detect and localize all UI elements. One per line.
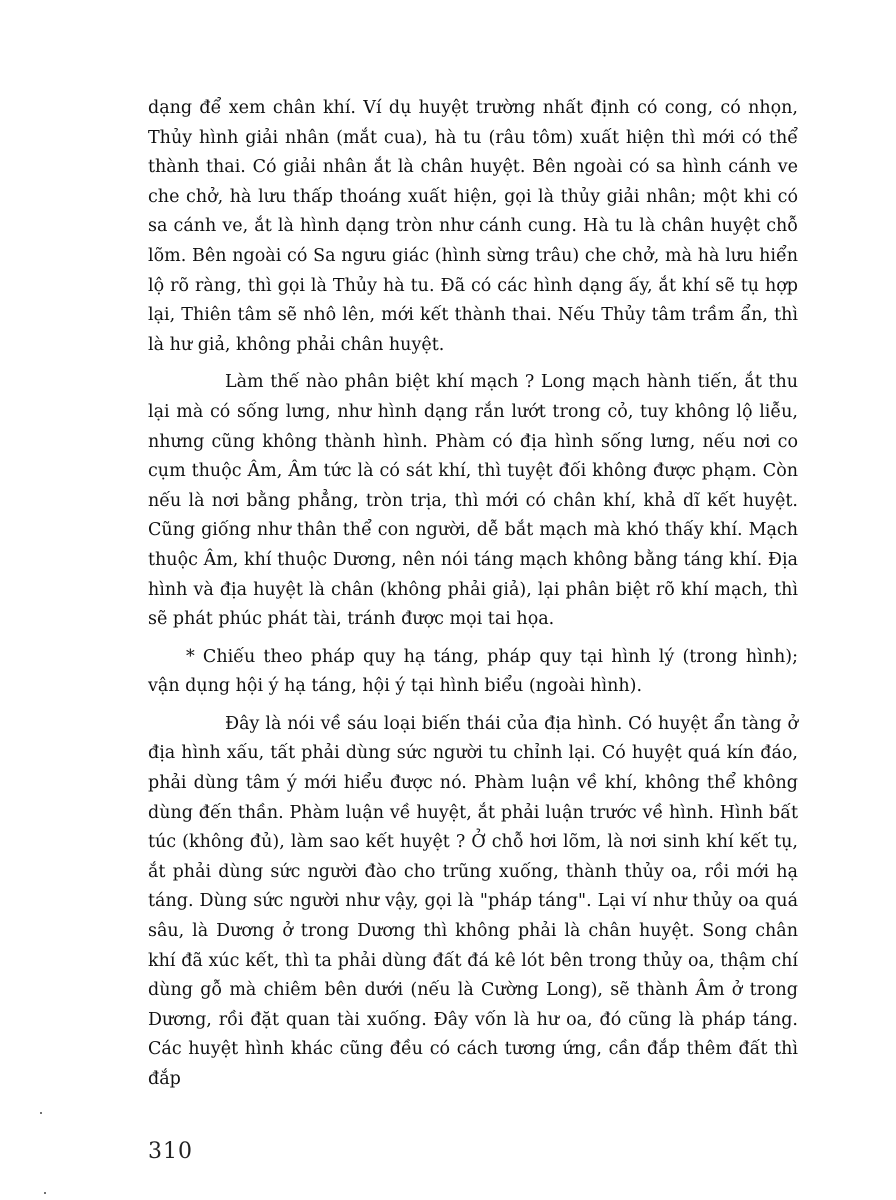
page-number: 310 (148, 1139, 193, 1164)
page-body-text (148, 94, 798, 1095)
scan-speck (40, 1112, 42, 1114)
paragraph-continuation: dạng để xem chân khí. Ví dụ huyệt trường nhất định có cong, có nhọn, Thủy hình giải nhân (mắt cua), hà tu (râu tôm) xuất hiện thì mới có thể thành thai. Có giải nhân ắt là chân huyệt. Bên ngoài có sa hình cánh ve che chở, hà lưu thấp thoáng xuất hiện, gọi là thủy giải nhân; một khi có sa cánh ve, ắt là hình dạng tròn như cánh cung. Hà tu là chân huyệt chỗ lõm. Bên ngoài có Sa ngưu giác (hình sừng trâu) che chở, mà hà lưu hiển lộ rõ ràng, thì gọi là Thủy hà tu. Đã có các hình dạng ấy, ắt khí sẽ tụ hợp lại, Thiên tâm sẽ nhô lên, mới kết thành thai. Nếu Thủy tâm trầm ẩn, thì là hư giả, không phải chân huyệt. (148, 98, 798, 355)
scan-speck (44, 1192, 46, 1194)
paragraph-six-variations: Đây là nói về sáu loại biến thái của địa hình. Có huyệt ẩn tàng ở địa hình xấu, tất phải dùng sức người tu chỉnh lại. Có huyệt quá kín đáo, phải dùng tâm ý mới hiểu được nó. Phàm luận về khí, không thể không dùng đến thần. Phàm luận về huyệt, ắt phải luận trước về hình. Hình bất túc (không đủ), làm sao kết huyệt ? Ở chỗ hơi lõm, là nơi sinh khí kết tụ, ắt phải dùng sức người đào cho trũng xuống, thành thủy oa, rồi mới hạ táng. Dùng sức người như vậy, gọi là "pháp táng". Lại ví như thủy oa quá sâu, là Dương ở trong Dương thì không phải là chân huyệt. Song chân khí đã xúc kết, thì ta phải dùng đất đá kê lót bên trong thủy oa, thậm chí dùng gỗ mà chiêm bên dưới (nếu là Cường Long), sẽ thành Âm ở trong Dương, rồi đặt quan tài xuống. Đây vốn là hư oa, đó cũng là pháp táng. Các huyệt hình khác cũng đều có cách tương ứng, cần đắp thêm đất thì đắp (148, 713, 798, 1089)
paragraph-bullet-note: * Chiếu theo pháp quy hạ táng, pháp quy tại hình lý (trong hình); vận dụng hội ý hạ táng, hội ý tại hình biểu (ngoài hình). (148, 646, 798, 697)
paragraph-qi-meridian: Làm thế nào phân biệt khí mạch ? Long mạch hành tiến, ắt thu lại mà có sống lưng, như hình dạng rắn lướt trong cỏ, tuy không lộ liễu, nhưng cũng không thành hình. Phàm có địa hình sống lưng, nếu nơi co cụm thuộc Âm, Âm tức là có sát khí, thì tuyệt đối không được phạm. Còn nếu là nơi bằng phẳng, tròn trịa, thì mới có chân khí, khả dĩ kết huyệt. Cũng giống như thân thể con người, dễ bắt mạch mà khó thấy khí. Mạch thuộc Âm, khí thuộc Dương, nên nói táng mạch không bằng táng khí. Địa hình và địa huyệt là chân (không phải giả), lại phân biệt rõ khí mạch, thì sẽ phát phúc phát tài, tránh được mọi tai họa. (148, 372, 798, 630)
